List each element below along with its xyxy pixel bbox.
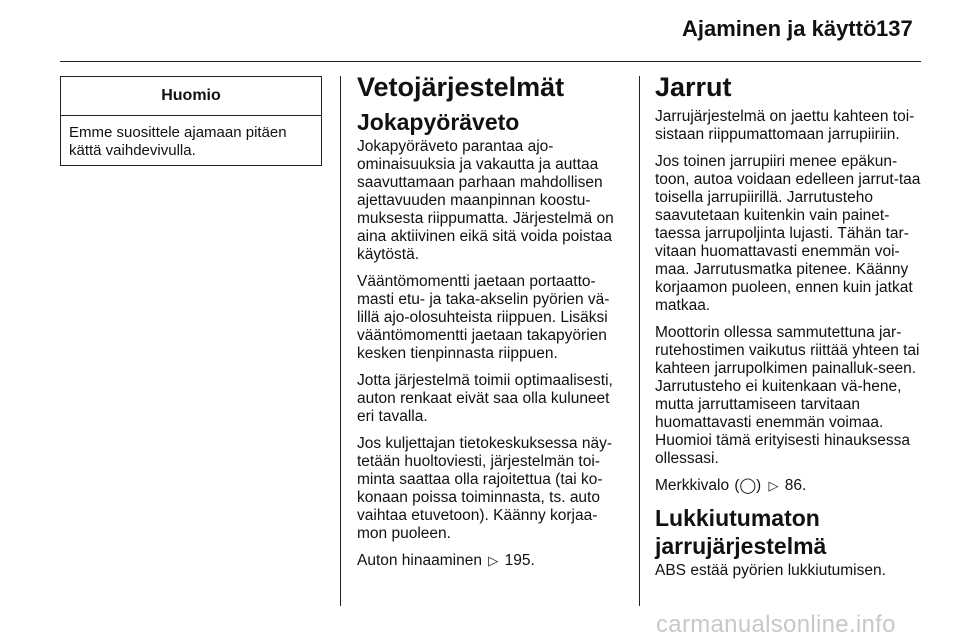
brake-warning-icon: (◯) — [734, 477, 762, 494]
middle-column — [357, 70, 623, 579]
section-heading: Vetojärjestelmät — [357, 72, 565, 102]
reference-page: 86. — [784, 477, 807, 494]
column-divider-left — [340, 76, 341, 606]
paragraph: Jos kuljettajan tietokeskuksessa näy-tetään huoltoviesti, järjestelmän toi-minta saattaa olla rajoitettua (tai ko-konaan poissa toiminnasta, ts. auto vaihtaa etuvetoon). Käänny korjaa-mon puoleen. — [357, 435, 613, 542]
header-divider — [60, 61, 921, 62]
subsection-heading: Jokapyöräveto — [357, 109, 520, 135]
reference-text: Merkkivalo — [655, 477, 730, 494]
reference-page: 195. — [504, 552, 535, 569]
note-box — [60, 76, 322, 166]
reference-text: Auton hinaaminen — [357, 552, 482, 569]
note-title: Huomio — [61, 77, 321, 116]
page-reference-arrow-icon: ▷ — [488, 553, 499, 568]
paragraph: Vääntömomentti jaetaan portaatto-masti etu- ja taka-akselin pyörien vä-lillä ajo-olosuhteista riippuen. Lisäksi vääntömomentti jaetaan takapyörien kesken tienpinnasta riippuen. — [357, 273, 610, 362]
page-reference-arrow-icon: ▷ — [768, 478, 779, 493]
subsection-heading: Lukkiutumaton jarrujärjestelmä — [655, 505, 827, 559]
column-divider-right — [639, 76, 640, 606]
paragraph: Moottorin ollessa sammutettuna jar-rutehostimen vaikutus riittää yhteen tai kahteen jarrupolkimen painalluk-seen. Jarrutusteho ei kuitenkaan vä-hene, mutta jarruttamiseen tarvitaan huomattavasti enemmän voimaa. Huomioi tämä erityisesti hinauksessa ollessasi. — [655, 324, 920, 467]
section-title: Ajaminen ja käyttö — [682, 16, 877, 41]
paragraph: Jotta järjestelmä toimii optimaalisesti, auton renkaat eivät saa olla kuluneet eri tavalla. — [357, 372, 613, 425]
cross-reference — [655, 477, 921, 495]
paragraph: Jos toinen jarrupiiri menee epäkun-toon, autoa voidaan edelleen jarrut-taa toisella jarrupiirillä. Jarrutusteho saavutetaan kuitenkin vain painet-taessa jarrupoljinta lujasti. Tähän tar-vitaan huomattavasti enemmän voi-maa. Jarrutusmatka pitenee. Käänny korjaamon puoleen, ennen kuin jatkat matkaa. — [655, 153, 921, 314]
paragraph: ABS estää pyörien lukkiutumisen. — [655, 562, 886, 579]
section-heading: Jarrut — [655, 72, 732, 102]
paragraph: Jarrujärjestelmä on jaettu kahteen toi-sistaan riippumattomaan jarrupiiriin. — [655, 108, 915, 143]
paragraph: Jokapyöräveto parantaa ajo-ominaisuuksia ja vakautta ja auttaa saavuttamaan parhaan mahdollisen ajettavuuden maanpinnan koostu-muksesta riippumatta. Järjestelmä on aina aktiivinen eikä sitä voida poistaa käytöstä. — [357, 138, 614, 263]
note-text: Emme suosittele ajamaan pitäen kättä vaihdevivulla. — [69, 124, 287, 159]
watermark: carmanualsonline.info — [656, 611, 896, 638]
right-column — [655, 70, 921, 589]
page-number: 137 — [876, 16, 913, 41]
cross-reference — [357, 552, 623, 570]
